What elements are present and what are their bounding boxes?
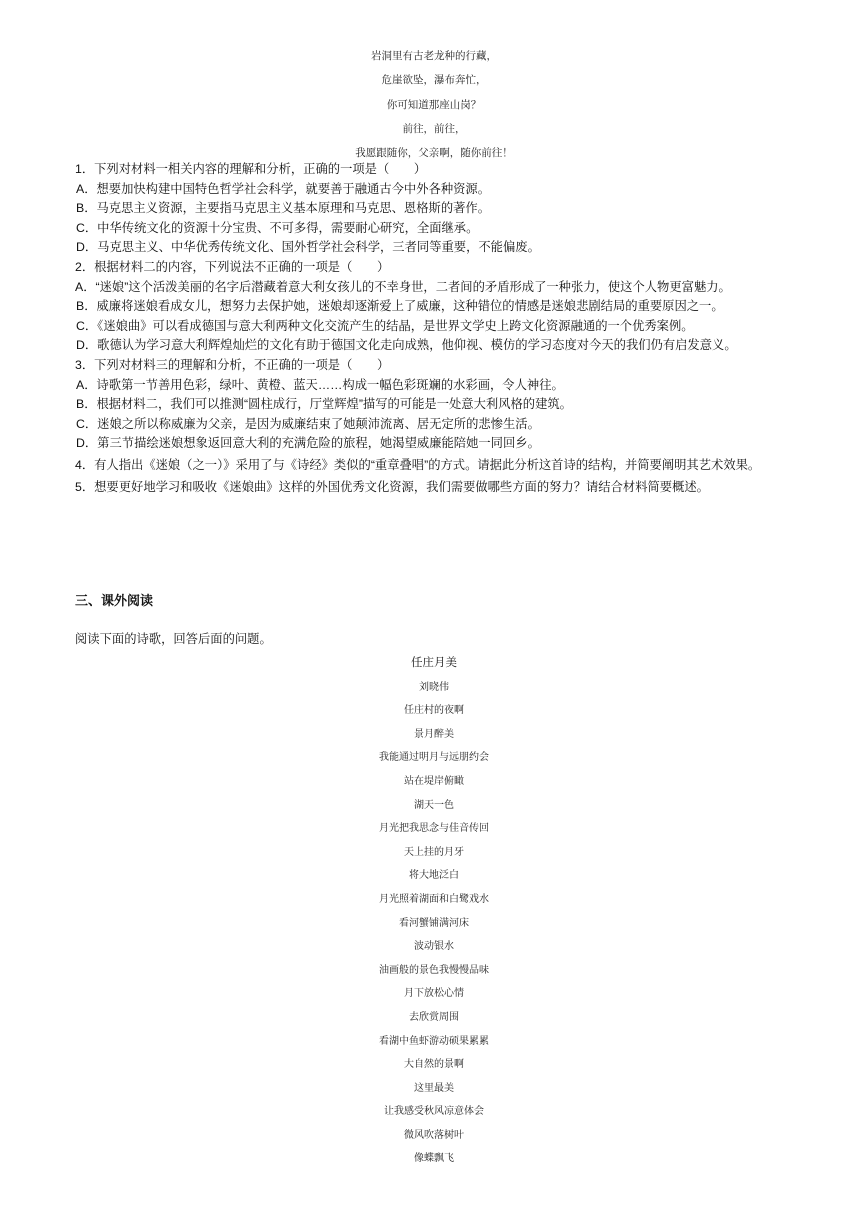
poem-line: 让我感受秋风凉意体会: [384, 1106, 484, 1118]
poem-line: 去欣赏周围: [409, 1011, 459, 1023]
question-2-option-d: D．歌德认为学习意大利辉煌灿烂的文化有助于德国文化走向成熟，他仰视、模仿的学习态度对今天的我们仍有启发意义。: [76, 338, 737, 353]
poem-line: 岩洞里有古老龙种的行藏，: [371, 50, 497, 62]
question-list: [75, 160, 805, 498]
question-1-option-c: C．中华传统文化的资源十分宝贵、不可多得，需要耐心研究，全面继承。: [76, 220, 479, 235]
question-3-option-a: A．诗歌第一节善用色彩，绿叶、黄橙、蓝天……构成一幅色彩斑斓的水彩画，令人神往。: [76, 377, 564, 392]
poem-line: 将大地泛白: [409, 870, 459, 882]
poem-line: 湖天一色: [414, 799, 454, 811]
poem-line: 我愿跟随你，父亲啊，随你前往！: [355, 147, 513, 160]
reading-poem: [0, 652, 868, 1171]
poem-line: 油画般的景色我慢慢品味: [379, 964, 489, 976]
question-2-option-b: B．威廉将迷娘看成女儿，想努力去保护她，迷娘却逐渐爱上了威廉，这种错位的情感是迷娘悲剧结局的重要原因之一。: [76, 299, 724, 314]
poem-line: 像蝶飘飞: [414, 1153, 454, 1165]
question-5-stem: 5．想要更好地学习和吸收《迷娘曲》这样的外国优秀文化资源，我们需要做哪些方面的努力？请结合材料简要概述。: [75, 479, 709, 494]
poem-author: 刘晓伟: [419, 681, 449, 693]
top-poem: [0, 44, 868, 165]
poem-line: 我能通过明月与远朋约会: [379, 752, 489, 764]
poem-line: 危崖欲坠，瀑布奔忙，: [381, 74, 487, 87]
question-1-option-a: A．想要加快构建中国特色哲学社会科学，就要善于融通古今中外各种资源。: [76, 181, 491, 196]
poem-line: 月下放松心情: [404, 988, 464, 1000]
poem-line: 波动银水: [414, 941, 454, 953]
question-3-option-d: D．第三节描绘迷娘想象返回意大利的充满危险的旅程，她渴望威廉能陪她一同回乡。: [76, 436, 540, 451]
poem-line: 微风吹落树叶: [404, 1129, 464, 1141]
poem-line: 月光把我思念与佳音传回: [379, 823, 489, 835]
poem-line: 前往，前往，: [402, 122, 466, 135]
poem-line: 天上挂的月牙: [404, 846, 464, 858]
poem-line: 看河蟹铺满河床: [399, 917, 469, 929]
poem-line: 月光照着湖面和白鹭戏水: [379, 893, 489, 905]
question-1-option-b: B．马克思主义资源，主要指马克思主义基本原理和马克思、恩格斯的著作。: [76, 201, 491, 216]
question-3-option-b: B．根据材料二，我们可以推测“圆柱成行，厅堂辉煌”描写的可能是一处意大利风格的建筑。: [76, 397, 572, 412]
poem-line: 这里最美: [414, 1082, 454, 1094]
question-3-stem: 3．下列对材料三的理解和分析，不正确的一项是（ ）: [75, 357, 390, 372]
poem-line: 景月醉美: [414, 728, 454, 740]
poem-line: 看湖中鱼虾游动硕果累累: [379, 1035, 489, 1047]
poem-line: 你可知道那座山岗？: [386, 98, 482, 111]
question-1-option-d: D．马克思主义、中华优秀传统文化、国外哲学社会科学，三者同等重要，不能偏废。: [76, 240, 540, 255]
poem-line: 站在堤岸俯瞰: [404, 775, 464, 787]
question-2-option-a: A．“迷娘”这个活泼美丽的名字后潜藏着意大利女孩儿的不幸身世，二者间的矛盾形成了一种张力，使这个人物更富魅力。: [75, 279, 731, 294]
poem-title: 任庄月美: [411, 657, 457, 669]
section-instruction: 阅读下面的诗歌，回答后面的问题。: [75, 632, 272, 646]
poem-line: 任庄村的夜啊: [404, 705, 464, 717]
question-2-stem: 2．根据材料二的内容，下列说法不正确的一项是（ ）: [75, 259, 390, 274]
question-3-option-c: C．迷娘之所以称威廉为父亲，是因为威廉结束了她颠沛流离、居无定所的悲惨生活。: [76, 416, 540, 431]
question-1-stem: 1．下列对材料一相关内容的理解和分析，正确的一项是（ ）: [75, 162, 427, 176]
section-title: 三、课外阅读: [75, 593, 154, 608]
question-2-option-c: C．《迷娘曲》可以看成德国与意大利两种文化交流产生的结晶，是世界文学史上跨文化资源融通的一个优秀案例。: [76, 318, 694, 333]
question-4-stem: 4．有人指出《迷娘（之一）》采用了与《诗经》类似的“重章叠唱”的方式。请据此分析这首诗的结构，并简要阐明其艺术效果。: [75, 457, 761, 472]
poem-line: 大自然的景啊: [404, 1059, 464, 1071]
